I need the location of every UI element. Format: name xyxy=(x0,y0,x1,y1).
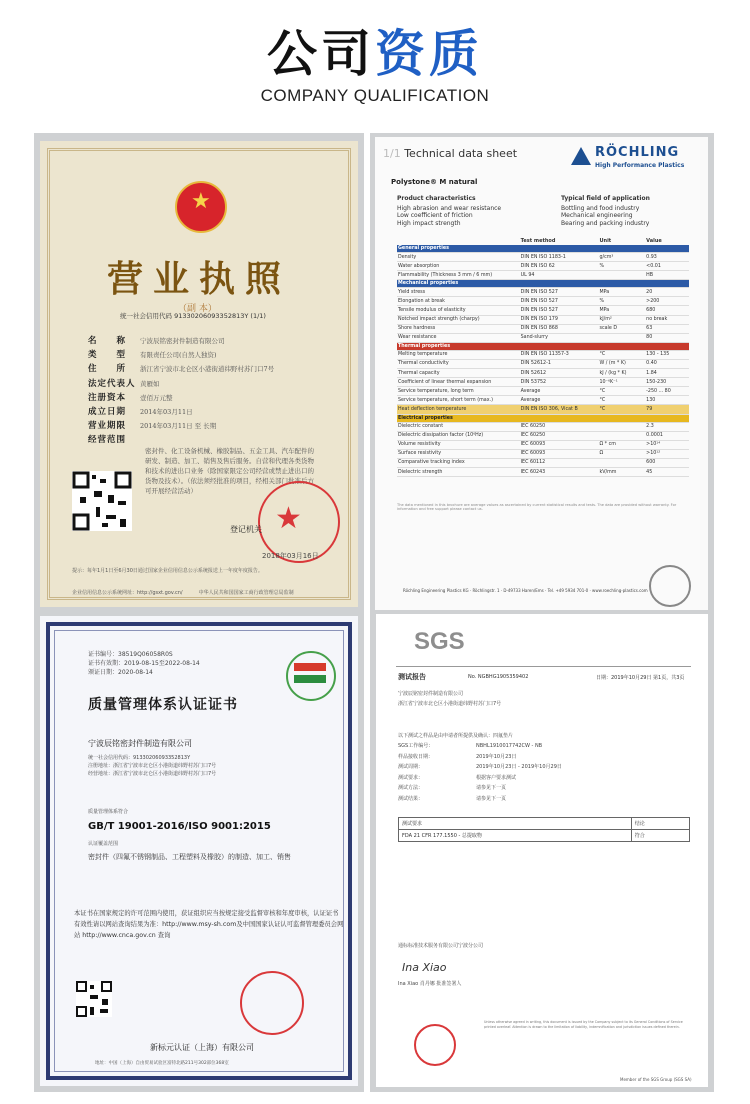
red-seal-icon xyxy=(240,971,304,1035)
properties-table xyxy=(397,237,689,477)
license-date: 2018年03月16日 xyxy=(262,552,319,560)
seal-star-icon: ★ xyxy=(275,501,302,536)
product-characteristics xyxy=(397,195,501,227)
table-cell: 80 xyxy=(645,333,689,342)
table-cell: Average xyxy=(520,396,599,405)
table-cell xyxy=(598,431,645,440)
table-row xyxy=(397,280,689,288)
license-title: 营业执照 xyxy=(106,258,291,300)
report-field xyxy=(398,753,516,760)
table-row xyxy=(397,359,689,368)
table-row xyxy=(397,245,689,253)
table-cell: kV/mm xyxy=(598,467,645,476)
field-label: 名 称 xyxy=(88,336,127,346)
page-header xyxy=(0,0,750,120)
table-cell xyxy=(645,280,689,288)
table-cell: >10¹⁴ xyxy=(645,440,689,449)
license-field xyxy=(88,433,140,445)
table-cell: IEC 60093 xyxy=(520,440,599,449)
registrar-label: 登记机关 xyxy=(230,525,262,534)
table-cell: UL 94 xyxy=(520,271,599,280)
table-cell: Ω * cm xyxy=(598,440,645,449)
field-label: 经营范围 xyxy=(88,435,127,446)
page-subtitle: COMPANY QUALIFICATION xyxy=(260,86,490,105)
tds-footer: Röchling Engineering Plastics KG · Röchlingstr. 1 · D-49733 Haren/Ems · Tel. +49 5934 701-0 · www.roechling-plastics.com xyxy=(403,588,648,593)
scope-label: 认证覆盖范围 xyxy=(88,841,119,847)
license-copy-label: （副 本） xyxy=(178,304,217,314)
table-row xyxy=(397,271,689,280)
national-emblem-icon: ★ xyxy=(175,181,227,233)
field-label: 测试结果： xyxy=(398,795,424,802)
table-cell xyxy=(645,245,689,253)
table-cell: IEC 60250 xyxy=(520,431,599,440)
table-cell: % xyxy=(598,262,645,271)
cert-note: 本证书在国家规定的许可范围内使用，获证组织应当按规定接受监督审核和年度审核，认证证书有效性请以网站查询结果为准：http://www.msy-sh.com及中国国家认证认可监督管理委员会网站 http://www.cnca.gov.cn 查询 xyxy=(74,910,344,939)
license-field xyxy=(88,348,217,360)
table-cell: Yield stress xyxy=(397,288,520,297)
brand-name: RÖCHLING xyxy=(595,145,680,160)
table-row xyxy=(397,253,689,262)
field-value: 浙江省宁波市北仑区小港街道纬野村苏门口7号 xyxy=(140,365,275,374)
field-value: 请参见下一页 xyxy=(476,795,507,802)
cert-standard: GB/T 19001-2016/ISO 9001:2015 xyxy=(88,821,271,832)
license-footer-note: 提示：每年1月1日至6月30日通过国家企业信用信息公示系统报送上一年度年度报告。 xyxy=(72,568,263,574)
table-cell: 130 xyxy=(645,396,689,405)
table-cell: IEC 60243 xyxy=(520,467,599,476)
quality-certificate-image xyxy=(40,616,358,1086)
cert-heading: 质量管理体系认证证书 xyxy=(88,697,238,713)
table-cell: Heat deflection temperature xyxy=(397,405,520,414)
table-cell: 600 xyxy=(645,458,689,467)
table-cell: 680 xyxy=(645,306,689,315)
field-value: 壹佰万元整 xyxy=(140,393,173,402)
table-cell: DIN EN ISO 527 xyxy=(520,288,599,297)
table-row xyxy=(397,324,689,333)
qr-code-icon xyxy=(72,471,132,531)
table-cell xyxy=(645,342,689,350)
rochling-logo-icon xyxy=(571,147,591,165)
field-value: 根据客户要求测试 xyxy=(476,774,517,781)
properties-header xyxy=(397,237,689,245)
table-row xyxy=(399,830,690,842)
table-row xyxy=(397,315,689,324)
table-cell: DIN EN ISO 11357-3 xyxy=(520,350,599,359)
table-cell: 150-230 xyxy=(645,378,689,387)
table-cell: Dielectric constant xyxy=(397,422,520,431)
field-of-application xyxy=(561,195,650,227)
table-cell: Dielectric strength xyxy=(397,467,520,476)
field-value: 2014年03月11日 xyxy=(140,408,193,416)
cert-valid: 证书有效期：2019-08-15至2022-08-14 xyxy=(88,660,200,667)
table-cell: 2.3 xyxy=(645,422,689,431)
table-cell: Thermal conductivity xyxy=(397,359,520,368)
field-value: 2019年10月23日 xyxy=(476,753,517,760)
table-cell: DIN 52612 xyxy=(520,369,599,378)
table-cell: Flammability (Thickness 3 mm / 6 mm) xyxy=(397,271,520,280)
client-name: 宁波辰铭密封件制造有限公司 xyxy=(398,691,464,697)
qr-code-icon xyxy=(76,981,112,1017)
license-code: 统一社会信用代码 91330206093352813Y (1/1) xyxy=(120,312,266,320)
table-cell: 1.84 xyxy=(645,369,689,378)
license-field xyxy=(88,419,216,431)
sgs-logo: SGS xyxy=(414,628,465,655)
table-cell: HB xyxy=(645,271,689,280)
title-part-1: 公司 xyxy=(267,25,375,83)
table-cell: 0.0001 xyxy=(645,431,689,440)
app-item: Bearing and packing industry xyxy=(561,219,650,227)
table-row xyxy=(397,288,689,297)
cert-meta xyxy=(88,650,200,677)
page-title xyxy=(0,14,750,86)
table-cell: Tensile modulus of elasticity xyxy=(397,306,520,315)
product-name: Polystone® M natural xyxy=(391,178,478,186)
table-cell: 结论 xyxy=(631,818,689,830)
table-cell xyxy=(598,342,645,350)
table-cell: Service temperature, short term (max.) xyxy=(397,396,520,405)
license-field xyxy=(88,377,160,389)
license-field xyxy=(88,362,274,374)
table-cell xyxy=(520,414,599,422)
table-row xyxy=(397,342,689,350)
field-value: 2019年10月23日 - 2019年10月29日 xyxy=(476,764,562,770)
table-row xyxy=(397,297,689,306)
table-cell: Ω xyxy=(598,449,645,458)
report-number: No. NGBHG1905359402 xyxy=(468,674,529,680)
field-label: 住 所 xyxy=(88,364,127,375)
table-cell: FDA 21 CFR 177.1550 - 总提取物 xyxy=(399,830,632,842)
table-row xyxy=(397,262,689,271)
table-cell: W / (m * K) xyxy=(598,359,645,368)
table-cell xyxy=(598,280,645,288)
result-table xyxy=(398,817,690,842)
table-cell: 10⁻⁶K⁻¹ xyxy=(598,378,645,387)
table-cell: Melting temperature xyxy=(397,350,520,359)
col-header: Unit xyxy=(599,238,612,244)
char-item: High impact strength xyxy=(397,219,461,227)
table-cell: kJ / (kg * K) xyxy=(598,369,645,378)
table-row xyxy=(397,396,689,405)
table-cell: -250 ... 80 xyxy=(645,387,689,396)
field-label: 注册资本 xyxy=(88,392,127,403)
field-value: 请参见下一页 xyxy=(476,785,507,791)
signer-org: 通标标准技术服务有限公司宁波分公司 xyxy=(398,943,484,949)
license-field xyxy=(88,334,225,346)
cert-org: 新标元认证（上海）有限公司 xyxy=(150,1043,254,1052)
table-row xyxy=(397,333,689,342)
table-cell: IEC 60093 xyxy=(520,449,599,458)
table-cell: MPa xyxy=(598,288,645,297)
tds-page: 1/1 xyxy=(383,147,401,160)
sample-intro: 以下测试之样品是由申请者所提供及确认：四氟垫片 xyxy=(398,733,514,739)
table-row xyxy=(397,449,689,458)
field-label: SGS工作编号： xyxy=(398,743,434,749)
table-cell xyxy=(598,414,645,422)
table-cell: >200 xyxy=(645,297,689,306)
table-cell: 63 xyxy=(645,324,689,333)
table-cell: Thermal capacity xyxy=(397,369,520,378)
signature: Ina Xiao xyxy=(402,961,447,974)
table-cell xyxy=(598,245,645,253)
table-cell: Notched impact strength (charpy) xyxy=(397,315,520,324)
field-value: 宁波辰铭密封件制造有限公司 xyxy=(140,337,225,345)
report-field xyxy=(398,742,542,749)
table-cell: °C xyxy=(598,405,645,414)
table-cell: >10¹² xyxy=(645,449,689,458)
report-field xyxy=(398,763,562,770)
table-row xyxy=(397,431,689,440)
table-cell: General properties xyxy=(397,245,520,253)
cert-scope: 密封件（四氟不锈钢制品、工程塑料及橡胶）的制造、加工、销售 xyxy=(88,853,291,861)
table-cell xyxy=(520,280,599,288)
table-cell: no break xyxy=(645,315,689,324)
table-cell: Elongation at break xyxy=(397,297,520,306)
cert-addr1: 注册地址：浙江省宁波市北仑区小港街道纬野村苏门口7号 xyxy=(88,763,217,769)
field-label: 测试周期： xyxy=(398,764,424,770)
divider xyxy=(396,666,691,667)
col-header: Value xyxy=(646,238,662,244)
cert-logo-icon xyxy=(286,651,336,701)
table-cell: Shore hardness xyxy=(397,324,520,333)
table-row xyxy=(397,458,689,467)
table-cell xyxy=(520,245,599,253)
table-cell xyxy=(598,271,645,280)
app-item: Bottling and food industry xyxy=(561,204,640,212)
tds-title xyxy=(383,147,517,160)
table-row xyxy=(397,405,689,414)
brand-sub: High Performance Plastics xyxy=(595,162,685,169)
footer-left: 企业信用信息公示系统网址：http://gsxt.gov.cn/ xyxy=(72,590,183,596)
table-cell: Density xyxy=(397,253,520,262)
report-title: 测试报告 xyxy=(398,673,426,681)
table-row xyxy=(397,467,689,476)
table-cell: Coefficient of linear thermal expansion xyxy=(397,378,520,387)
col-header xyxy=(397,237,520,245)
certification-badge-icon xyxy=(649,565,691,607)
table-cell: DIN EN ISO 868 xyxy=(520,324,599,333)
cert-addr2: 经营地址：浙江省宁波市北仑区小港街道纬野村苏门口7号 xyxy=(88,771,217,777)
table-cell: IEC 60112 xyxy=(520,458,599,467)
table-cell: Wear resistance xyxy=(397,333,520,342)
field-label: 测试方法： xyxy=(398,785,424,791)
signer-name: Ina Xiao 肖丹娜 批准签署人 xyxy=(398,981,462,987)
char-title: Product characteristics xyxy=(397,195,476,202)
field-label: 测试要求： xyxy=(398,774,424,781)
char-item: High abrasion and wear resistance xyxy=(397,204,502,212)
footer-right: 中华人民共和国国家工商行政管理总局监制 xyxy=(198,590,294,596)
table-cell: 79 xyxy=(645,405,689,414)
table-cell: °C xyxy=(598,396,645,405)
table-cell: DIN EN ISO 179 xyxy=(520,315,599,324)
field-label: 营业期限 xyxy=(88,421,127,432)
table-row xyxy=(397,350,689,359)
table-cell: 测试要求 xyxy=(399,818,632,830)
table-cell: Service temperature, long term xyxy=(397,387,520,396)
cert-details xyxy=(88,754,216,778)
table-cell: DIN 52612-1 xyxy=(520,359,599,368)
table-cell: DIN EN ISO 527 xyxy=(520,297,599,306)
table-cell: Comparative tracking index xyxy=(397,458,520,467)
table-cell: DIN EN ISO 1183-1 xyxy=(520,253,599,262)
red-seal-icon xyxy=(414,1024,456,1066)
client-address: 浙江省宁波市北仑区小港街道纬野村苏门口7号 xyxy=(398,701,502,707)
table-cell: Electrical properties xyxy=(397,414,520,422)
license-footer xyxy=(72,589,332,596)
field-value: 黄雁如 xyxy=(140,379,160,388)
cert-org-addr: 地址：中国（上海）自由贸易试验区富特北路211号302部位368室 xyxy=(95,1061,229,1066)
table-cell: % xyxy=(598,297,645,306)
table-cell: DIN EN ISO 527 xyxy=(520,306,599,315)
table-cell: kJ/m² xyxy=(598,315,645,324)
table-cell xyxy=(645,414,689,422)
field-label: 类 型 xyxy=(88,350,127,361)
app-title: Typical field of application xyxy=(561,195,650,202)
business-license-image xyxy=(40,141,358,607)
table-cell xyxy=(598,458,645,467)
table-cell: Volume resistivity xyxy=(397,440,520,449)
table-row xyxy=(397,440,689,449)
table-cell: °C xyxy=(598,350,645,359)
table-row xyxy=(397,378,689,387)
table-cell: °C xyxy=(598,387,645,396)
tds-note: The data mentioned in this brochure are average values as ascertained by current statistical results and tests. The data are provided without warranty. For information and free support please contact us. xyxy=(397,503,677,511)
table-cell: 45 xyxy=(645,467,689,476)
std-label: 质量管理体系符合 xyxy=(88,809,129,815)
cert-company: 宁波辰铭密封件制造有限公司 xyxy=(88,739,192,748)
cert-no: 证书编号：38519Q06058R0S xyxy=(88,651,173,658)
table-cell: 0.40 xyxy=(645,359,689,368)
table-cell xyxy=(598,333,645,342)
table-cell: DIN EN ISO 306, Vicat B xyxy=(520,405,599,414)
table-cell: Thermal properties xyxy=(397,342,520,350)
table-row xyxy=(397,306,689,315)
table-cell: Water absorption xyxy=(397,262,520,271)
title-part-2: 资质 xyxy=(375,25,483,83)
field-label: 成立日期 xyxy=(88,407,127,417)
table-cell xyxy=(598,422,645,431)
table-cell: DIN 53752 xyxy=(520,378,599,387)
report-field xyxy=(398,774,516,781)
table-cell: scale D xyxy=(598,324,645,333)
char-item: Low coefficient of friction xyxy=(397,212,473,219)
field-value: 2014年03月11日 至 长期 xyxy=(140,422,217,431)
table-cell: MPa xyxy=(598,306,645,315)
license-field xyxy=(88,391,173,403)
table-cell: 0.93 xyxy=(645,253,689,262)
license-field xyxy=(88,405,193,417)
fine-print: Unless otherwise agreed in writing, this document is issued by the Company subject to its General Conditions of Service printed overleaf. Attention is drawn to the limitation of liability, indemnification and jurisdiction issues defined therein. xyxy=(484,1020,683,1029)
report-date: 日期：2019年10月29日 第1页，共3页 xyxy=(596,675,685,681)
rochling-logo xyxy=(571,145,691,175)
cert-issue: 颁证日期：2020-08-14 xyxy=(88,669,153,676)
cert-code: 统一社会信用代码：91330206093352813Y xyxy=(88,755,191,761)
table-cell: 130 - 135 xyxy=(645,350,689,359)
table-cell: Average xyxy=(520,387,599,396)
table-cell xyxy=(520,342,599,350)
field-label: 样品接收日期： xyxy=(398,753,434,760)
table-row xyxy=(397,369,689,378)
table-cell: 20 xyxy=(645,288,689,297)
table-cell: g/cm³ xyxy=(598,253,645,262)
field-value: NBHL1910017742CW - NB xyxy=(476,743,543,749)
table-cell: <0.01 xyxy=(645,262,689,271)
license-scope: 密封件、化工设备机械、橡胶制品、五金工具、汽车配件的研发、制造、加工、销售及售后服务。自营和代理各类货物和技术的进出口业务（除国家限定公司经营或禁止进出口的货物及技术）。（依法须经批准的项目，经相关部门批准后方可开展经营活动） xyxy=(145,447,314,495)
table-cell: Sand-slurry xyxy=(520,333,599,342)
table-cell: DIN EN ISO 62 xyxy=(520,262,599,271)
field-label: 法定代表人 xyxy=(88,378,136,389)
result-header xyxy=(399,818,690,830)
report-field xyxy=(398,784,506,791)
tds-title-text: Technical data sheet xyxy=(404,147,518,160)
report-field xyxy=(398,795,506,802)
table-cell: IEC 60250 xyxy=(520,422,599,431)
technical-data-sheet-image xyxy=(375,137,708,610)
table-row xyxy=(397,387,689,396)
table-cell: Dielectric dissipation factor (10⁶Hz) xyxy=(397,431,520,440)
member-note: Member of the SGS Group (SGS SA) xyxy=(620,1077,692,1082)
app-item: Mechanical engineering xyxy=(561,212,633,219)
table-cell: Surface resistivity xyxy=(397,449,520,458)
col-header: Test method xyxy=(520,238,556,244)
table-cell: Mechanical properties xyxy=(397,280,520,288)
table-row xyxy=(397,414,689,422)
sgs-report-image xyxy=(376,614,708,1087)
field-value: 有限责任公司(自然人独资) xyxy=(140,351,217,360)
table-cell: 符合 xyxy=(631,830,689,842)
table-row xyxy=(397,422,689,431)
